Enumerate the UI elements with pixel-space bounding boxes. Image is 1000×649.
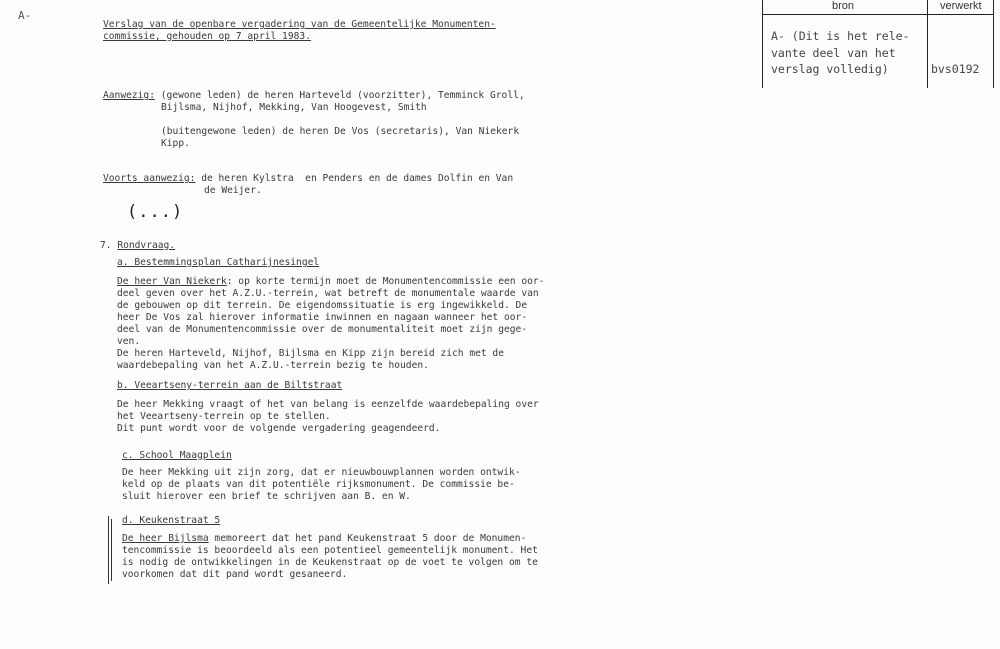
item-d-line-2: tencommissie is beoordeeld als een potentieel gemeentelijk monument. Het: [122, 545, 538, 556]
col-header-verwerkt: verwerkt: [940, 0, 982, 12]
attendance-line-2: Bijlsma, Nijhof, Mekking, Van Hoogevest, Smith: [161, 102, 427, 113]
item-b-line-2: het Veeartseny-terrein op te stellen.: [117, 411, 331, 422]
item-a-speaker: De heer Van Niekerk: [117, 276, 227, 287]
also-present-label: Voorts aanwezig:: [103, 173, 196, 184]
item-b-line-3: Dit punt wordt voor de volgende vergadering geagendeerd.: [117, 423, 441, 434]
item-a-line-7: De heren Harteveld, Nijhof, Bijlsma en Kipp zijn bereid zich met de: [117, 348, 504, 359]
source-line-2: vante deel van het: [771, 45, 896, 60]
attendance-line-3: (buitengewone leden) de heren De Vos (secretaris), Van Niekerk: [161, 126, 520, 137]
source-line-3: verslag volledig): [771, 62, 889, 76]
attendance-text-1: (gewone leden) de heren Harteveld (voorzitter), Temminck Groll,: [154, 90, 525, 101]
item-b-heading: b. Veeartseny-terrein aan de Biltstraat: [117, 380, 343, 391]
item-a-line-4: heer De Vos zal hierover informatie inwinnen en nagaan wanneer het oor-: [117, 312, 528, 323]
attendance-line-1: [103, 90, 525, 102]
col-header-bron: bron: [832, 0, 855, 12]
verwerkt-value: bvs0192: [931, 62, 980, 76]
document-title-line-2: commissie, gehouden op 7 april 1983.: [103, 31, 311, 42]
margin-mark-line: [108, 516, 109, 584]
item-a-line-8: waardebepaling van het A.Z.U.-terrein bezig te houden.: [117, 360, 429, 371]
margin-label: A-: [18, 9, 32, 22]
item-a-line-5: deel van de Monumentencommissie over de monumentaliteit moet zijn gege-: [117, 324, 528, 335]
source-table: [762, 0, 994, 88]
item-a-line-2: deel geven over het A.Z.U.-terrein, wat betreft de monumentale waarde van: [117, 288, 539, 299]
also-present-line-1: [103, 173, 513, 185]
item-c-line-3: sluit hierover een brief te schrijven aan B. en W.: [122, 491, 411, 502]
margin-mark-line: [111, 519, 112, 581]
item-d-line-4: voorkomen dat dit pand wordt gesaneerd.: [122, 569, 348, 580]
item-d-line-3: is nodig de ontwikkelingen in de Keukenstraat op de voet te volgen om te: [122, 557, 538, 568]
item-a-line-1: [117, 276, 544, 288]
omission-marker: (...): [127, 202, 184, 222]
item-d-speaker: De heer Bijlsma: [122, 533, 209, 544]
also-present-line-2: de Weijer.: [204, 185, 262, 196]
item-d-line-1: [122, 533, 526, 545]
item-c-line-2: keld op de plaats van dit potentiële rijksmonument. De commissie be-: [122, 479, 515, 490]
attendance-label: Aanwezig:: [103, 90, 155, 101]
attendance-line-4: Kipp.: [161, 138, 190, 149]
item-c-heading: c. School Maagplein: [122, 450, 232, 461]
item-a-line-1-text: : op korte termijn moet de Monumentencommissie een oor-: [226, 276, 545, 287]
also-present-text-1: de heren Kylstra en Penders en de dames Dolfin en Van: [195, 173, 514, 184]
item-a-line-3: de gebouwen op dit terrein. De eigendomssituatie is erg ingewikkeld. De: [117, 300, 528, 311]
item-a-line-6: ven.: [117, 336, 141, 347]
document-title-line-1: Verslag van de openbare vergadering van de Gemeentelijke Monumenten-: [103, 19, 496, 30]
item-d-line-1-text: memoreert dat het pand Keukenstraat 5 door de Monumen-: [208, 533, 527, 544]
item-b-line-1: De heer Mekking vraagt of het van belang is eenzelfde waardebepaling over: [117, 399, 539, 410]
section-number: 7.: [100, 240, 118, 251]
item-a-heading: a. Bestemmingsplan Catharijnesingel: [117, 257, 320, 268]
item-d-heading: d. Keukenstraat 5: [122, 515, 221, 526]
table-header-rule: [762, 14, 994, 15]
section-title: Rondvraag.: [117, 240, 176, 251]
section-7-heading: [100, 240, 175, 252]
source-line-1: A- (Dit is het rele-: [771, 29, 910, 43]
item-c-line-1: De heer Mekking uit zijn zorg, dat er nieuwbouwplannen worden ontwik-: [122, 467, 521, 478]
